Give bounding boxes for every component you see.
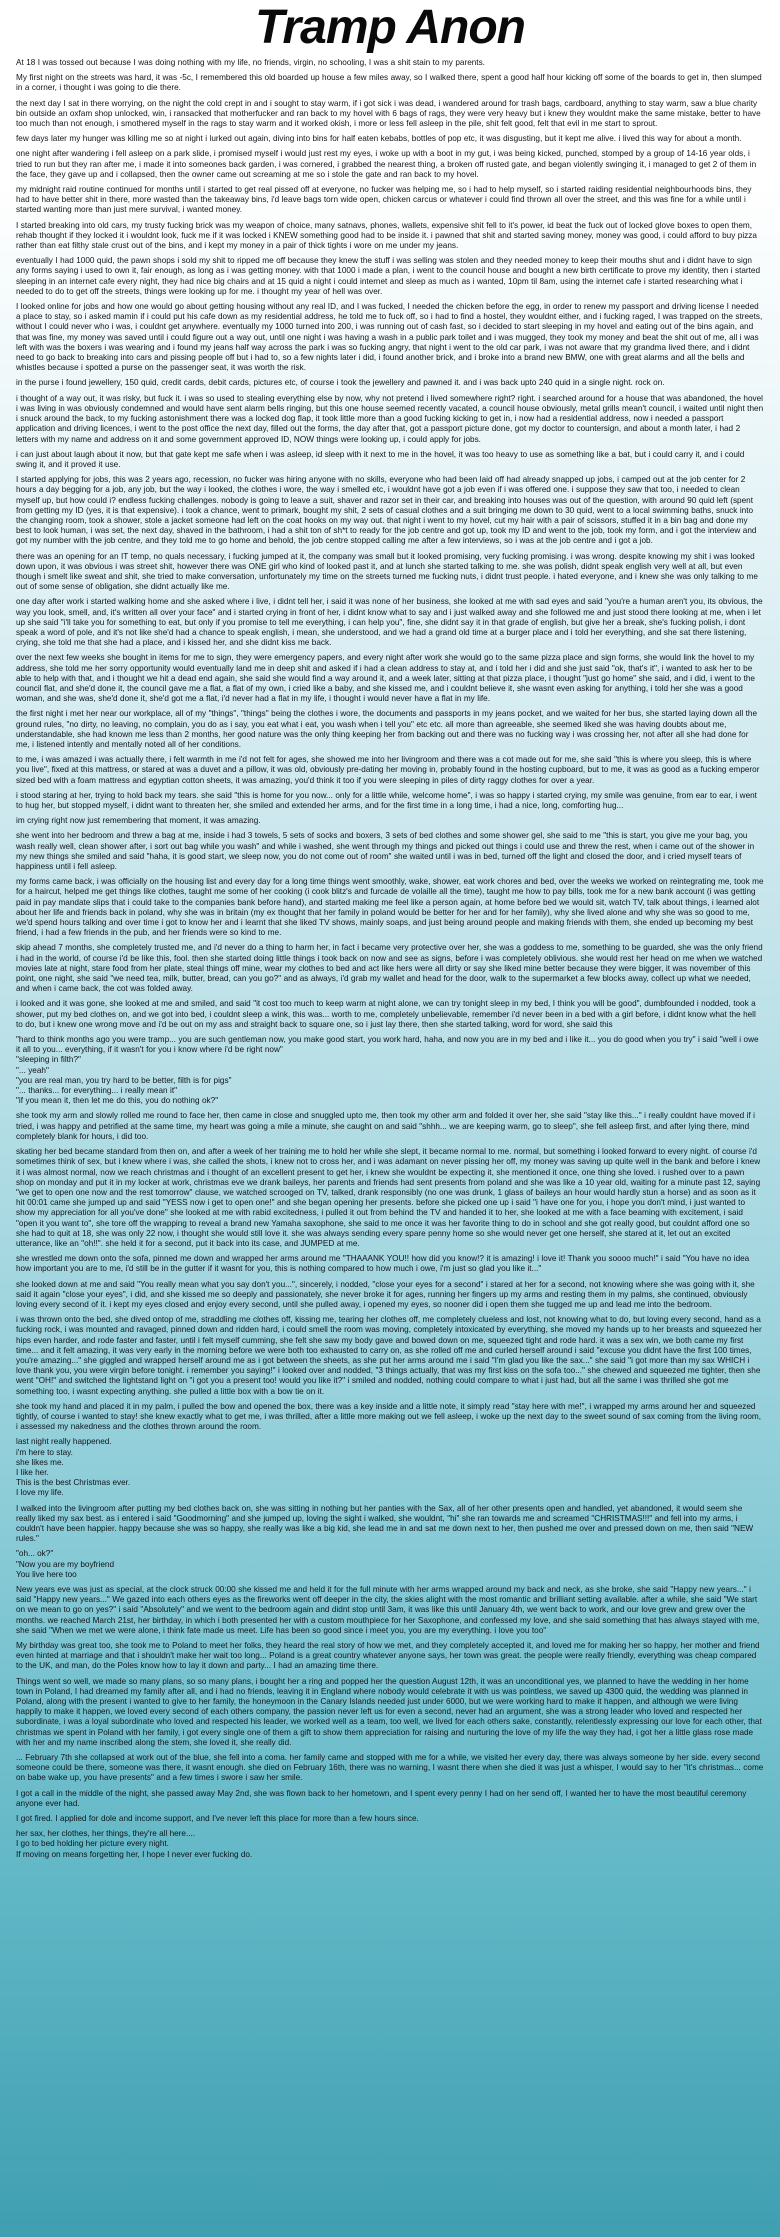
story-paragraph: New years eve was just as special, at the clock struck 00:00 she kissed me and held it for the full minute with her arms wrapped around my back and neck, as she broke, she said "Happy new years..." i said "Happy new years..." We gazed into each others eyes as the fireworks went off deeper in the city, the skies alight with the most romantic and brilliant setting available. after a while, she said "We start on we mean to go on yes?" i said "Absolutely" and we went to the bedroom again and didnt stop until 3am, it was like this until January 4th, we went back to work, and our love grew and grew over the months. we reached March 21st, her birthday, in which i both presented her with a custom mouthpiece for her Saxophone, and confessed my love, and she said something that has always stayed with me, she said "When we met we were alone, i think fate made us meet. Life has been so good since i meet you, you are my everything. i love you too" <box>16 1585 760 1635</box>
story-paragraph: she wrestled me down onto the sofa, pinned me down and wrapped her arms around me "THAAANK YOU!! how did you know!? it is amazing! i love it! Thank you soooo much!" i said "You have no idea how important you are to me, i'd still be in the gutter if it wasnt for you, this is nothing compared to how much i owe, i'm just so glad you like it..." <box>16 1254 750 1274</box>
story-paragraph: ... February 7th she collapsed at work out of the blue, she fell into a coma. her family came and stopped with me for a while, we visited her every day, there was always someone by her side. every second someone could be there, someone was there, it wasnt enough. she died on February 16th, there was no warning, I wasnt there when she died it was just a whisper, I would say to her "it's christmas... come on babe wake up, you have presents" and a few times i swore i saw her smile. <box>16 1753 764 1783</box>
story-paragraph: to me, i was amazed i was actually there, i felt warmth in me i'd not felt for ages, she showed me into her livingroom and there was a cot made out for me, she said "this is where you sleep, this is where you live", fixed at this mattress, or stared at was a duvet and a pillow, it was old, obviously pre-dating her moving in, probably found in the hosting cupboard, but to me, it was as good as a fucking emperor sized bed with a foam mattress and egyptian cotton sheets, it was amazing, you'd think it too if you were sleeping in piles of dirty raggy clothes for over a year. <box>16 755 760 785</box>
short-line: last night really happened. <box>16 1437 112 1447</box>
story-paragraph: My birthday was great too, she took me to Poland to meet her folks, they heard the real story of how we met, and they completely accepted it, and loved me for making her so happy, her mother and friend even hinted at marriage and that i shouldn't make her wait too long... Poland is a great country whatever anyone says, her town was great. the people were really friendly, everything was cheap compared to the UK, and man, do the Poles know how to lay it down and party... I had an amazing time there. <box>16 1641 760 1671</box>
story-paragraph: skating her bed became standard from then on, and after a week of her training me to hold her while she slept, it became normal to me. normal, but something i looked forward to every night. of course i'd sometimes think of sex, but i knew where i was, she called the shots, i knew not to cross her, and i was adamant on never pissing her off, my money was saving up quite well in the bank and before i knew it i was almost normal, now we reach christmas and i thought of an excellent present to get her, i knew she wouldnt be expecting it, she mentioned it once, one thing she loved. i rushed over to a pawn shop on monday and put it in my locker at work, christmas eve we drank baileys, her parents and friends had sent presents from poland and she was like a 10 year old, waiting for a minute past 12, saying "we get to open one now and the rest tomorrow" clause, we watched scrooged on TV, talked, drank responsibly (no one was drunk, 1 glass of baileys an hour would hardly stun a horse) and as soon as it hit 00:01 came she jumped up and said "YESS now i get to open one!" and she began opening her presents. before she picked one up i said "i have one for you, i hope you don't mind, i just wanted to show my appreciation for all you've done" she looked at me with rabid excitedness, i pulled it out from behind the TV and handed it to her, she looked at me with a face beaming with excitement, i said "open it you want to", she tore off the wrapping to reveal a brand new Yamaha saxophone, she said to me once it was her favorite thing to do in school and she got really good, but couldnt afford one so she had to quit at 18, she was only 22 now, i thought she would still love it. she was always sending every spare penny home so she would never get one herself, she stared at it, let out an excited utterance, like an "oh!!". she held it for a second, put it back into its case, and JUMPED at me. <box>16 1147 761 1248</box>
short-line: I like her. <box>16 1467 49 1477</box>
story-paragraph: i can just about laugh about it now, but that gate kept me safe when i was asleep, id sleep with it next to me in the hovel, it was too heavy to use as something like a bat, but i could carry it, and i could swing it, and it proved it use. <box>16 449 745 469</box>
story-paragraph: she looked down at me and said "You really mean what you say don't you...", sincerely, i nodded, "close your eyes for a second" i stared at her for a second, not knowing where she was going with it, she said it again "close your eyes", i did, and she kissed me so deeply and passionately, she never broke it for ages, running her fingers up my arms and resting them in my palms, she continued, obviously loving every second of it. i kept my eyes closed and enjoy every second, until she pulled away, i opened my eyes, so nooner did i open them she tugged me up and lead me into the bedroom. <box>16 1279 755 1309</box>
dialog-line: "Now you are my boyfriend <box>16 1559 115 1569</box>
story-paragraph: i was thrown onto the bed, she dived ontop of me, straddling me clothes off, kissing me, tearing her clothes off, me completely clueless and lost, not knowing what to do, but loving every second, hand as a fucking rock, i was mounted and ravaged, pinned down and ridden hard, i could smell the room was moving, completely intoxicated by everything, she moved my hands up to her breasts and squeezed her hips even harder, and rode faster and faster, until i felt myself cumming, she felt she saw my body gave and bowed down on me, squeezed tight and rode hard. it was a sex win, we both came my first time... and it felt amazing, it was very early in the morning before we were both too exhausted to carry on, as she rolled off me and curled herself around i said "excuse you didnt have the first 100 times, you're amazing..." she giggled and wrapped herself around me as i got between the sheets, as she put her arms around me i said "I'm glad you like the sax..." she said "i got more than my sax WHICH i love thank you, you were virgin before tonight. i remember you saying!" i looked over and nodded, "3 things actually, that was my first kiss on the sofa too..." she chewed and squeezed me tighter, then she went "OH!" and switched the lightstand light on "i got you a present too! would you like it?" i smiled and nodded, nothing could compare to what i just had, but all the same i was thrilled she got me something too, i wasnt expecting anything. she pulled a little box with a bow tie on it. <box>16 1315 762 1396</box>
story-paragraph: over the next few weeks she bought in items for me to sign, they were emergency papers, and every night after work she would go to the same pizza place and sign forms, she would link the hovel to my address, she told me her sorry opportunity would eventually land me in deep shit and asked if i had a clean address to stay at, and i told her i did and she just said "ok, that's it", i wanted to ask her to be able to help with that, and i thought we hit a dead end again, she said she would find a way around it, and a week later, sitting at that pizza place, i thought "just go home" she said, and i did, i went to the council flat, and she'd done it, the council gave me a flat, a flat of my own, i cried like a baby, and she kissed me, and i couldnt believe it, she wasnt even asking for anything, i told her she was a good woman, and she was, she'd done it, she'd got me a flat, i'd never had a flat in my life, i thought i would never have a flat in my life. <box>16 653 755 704</box>
document-page <box>8 0 772 1860</box>
story-paragraph: I started breaking into old cars, my trusty fucking brick was my weapon of choice, many satnavs, phones, wallets, expensive shit fell to it's power, id beat the fuck out of locked glove boxes to open them, rehab thought if they locked it i wouldnt look, fuck me if it was locked i KNEW something good had to be inside it. i pawned that shit and started saving money, money was good, i could afford to buy pizza rather than eat filthy stale crust out of the bins, and i kept my money in a pair of thick tights i wore on me under my jeans. <box>16 220 757 251</box>
story-paragraph: eventually I had 1000 quid, the pawn shops i sold my shit to ripped me off because they knew the stuff i was selling was stolen and they needed money to keep their mouths shut and i didnt have to sign any forms saying i used to own it, fair enough, as long as i was getting money. with that 1000 i made a plan, i went to the council house and bought a new birth certificate to prove my identity, then i started sleeping in an internet cafe every night, they had nice big chairs and at 15 quid a night i could internet and sleep as much as i wanted, 10pm til 8am, using the internet cafe i started researching what i needed to do to get off the streets, things were looking up for me. i thought my year of hell was over. <box>16 256 761 296</box>
story-paragraph: Things went so well, we made so many plans, so so many plans, i bought her a ring and popped her the question August 12th, it was an unconditional yes, we planned to have the wedding in her home town in Poland, I had dreamed my family after all, and i had no friends, leaving it in England where nobody would celebrate it with us was pointless, we saved up 4300 quid, the wedding was planned in Poland, along with the present i wanted to give to her family, the honeymoon in the Canary Islands needed just under 6000, but we were working hard to make it happen, and although we were living happily to make it happen, we loved every second of each others company, the passion never left us for even a second, never had an argument, she was a strong leader who loved and respected her subordinate, i was a loyal subordinate who loved and respected his leader, we worked well as a team, too well, we lived for each others sake, constantly, relentlessly expressing our love for each other, that christmas we spent in Poland with her family, i got every single one of them a gift to show them appreciation for raising and nurturing the love of my life the way they had, i got her a little glass rose made with her and my name inscribed along the stem, she loved it, she really did. <box>16 1676 762 1747</box>
short-line: she likes me. <box>16 1457 64 1467</box>
dialog-block <box>16 1549 764 1580</box>
story-paragraph: she took my arm and slowly rolled me round to face her, then came in close and snuggled upto me, then took my other arm and folded it over her, she said "stay like this..." i really couldnt have moved if i tried, i was happy and petrified at the same time, my heart was going a mile a minute, she caught on and said "shhh... we are keeping warm, go to sleep", she fell asleep first, and after lying there, mind completely blank for hours, i did too. <box>16 1111 755 1141</box>
short-line: I love my life. <box>16 1488 64 1498</box>
story-paragraph: At 18 I was tossed out because I was doing nothing with my life, no friends, virgin, no schooling, I was a shit stain to my parents. <box>16 58 485 67</box>
story-paragraph: i stood staring at her, trying to hold back my tears. she said "this is home for you now... only for a little while, welcome home", i was so happy i started crying, my smile was genuine, from ear to ear, i went to hug her, but stopped myself, i didnt want to threaten her, she smiled and extended her arms, and for the first time in a long time, i had a nice, long, comforting hug... <box>16 790 757 810</box>
dialog-line: "oh... ok?" <box>16 1549 54 1559</box>
short-line: i'm here to stay. <box>16 1447 73 1457</box>
story-paragraph: the next day I sat in there worrying, on the night the cold crept in and i sought to stay warm, if i got sick i was dead, i wandered around for trash bags, cardboard, anything to stay warm, saw a blue charity bin outside an oxfam shop unlocked, win, i ransacked that motherfucker and ran back to my hovel with 6 bags of rags, they were very heavy but i knew they wouldnt make the same mistake, better to have too much than not enough, i smothered myself in the rags to stay warm and it worked okish, i more or less fell asleep in the pile, shit felt good, felt that evil in me start to sprout. <box>16 98 761 129</box>
short-line: This is the best Christmas ever. <box>16 1478 131 1488</box>
story-paragraph: I got fired. I applied for dole and income support, and I've never left this place for more than a few hours since. <box>16 1814 419 1824</box>
story-paragraph: i looked and it was gone, she looked at me and smiled, and said "it cost too much to keep warm at night alone, we can try tonight sleep in my bed, I think you will be good", dumbfounded i nodded, took a shower, put my bed clothes on, and we got into bed, i couldnt sleep a wink, this was... worth to me, completely unbelievable, remember i'd never been in a bed with a girl before, i didnt know what the hell to do, but i knew one wrong move and i'd be out on my ass and straight back to square one, so i just lay there, then she started talking, word for word, she said this <box>16 999 756 1029</box>
story-paragraph: my forms came back, i was officially on the housing list and every day for a long time things went smoothly, wake, shower, eat work chores and bed, over the weeks we worked on reintegrating me, took me for a haircut, helped me get things like clothes, taught me some of her cooking (i cook blitz's and furcade de volaille all the time), taught me how to pay bills, took me for a new bank account (i was getting paid in pay mandate slips that i could take to the companies bank before hand), and started making me feel like a person again, at home before bed we would sit, watch TV, talk about things, i learned alot about her life and friends back in poland, why she was in britain (my ex thought that her family in poland would be better for her and for her family), why she lived alone and why she was so good to me, we'd spend hours talking and over time i got to know her and i learnt that she liked TV shows, mainly soaps, and just being around people and making friends with them, she ended up becoming my best friend, i had a few friends in the pub, and her friends were so kind to me. <box>16 877 764 938</box>
story-paragraph: few days later my hunger was killing me so at night i lurked out again, diving into bins for half eaten kebabs, bottles of pop etc, it was disgusting, but it kept me alive. i lived this way for about a month. <box>16 134 742 144</box>
closing-line: If moving on means forgetting her, I hope I never ever fucking do. <box>16 1849 253 1859</box>
closing-line: her sax, her clothes, her things, they're all here.... <box>16 1829 196 1839</box>
closing-lines-block <box>16 1829 764 1860</box>
story-paragraph: im crying right now just remembering that moment, it was amazing. <box>16 816 261 826</box>
dialog-line: You live here too <box>16 1569 77 1579</box>
story-paragraph: one night after wandering i fell asleep on a park slide, i promised myself i would just rest my eyes, i woke up with a boot in my gut, i was being kicked, punched, stomped by a group of 14-16 year olds, i tried to run but they ran after me, i made it into someones back garden, i was cornered, i grabbed the nearest thing, a broken off rusted gate, and began violently swinging it, i managed to get 2 of them in the face, they gave up and i collapsed, then the owner came out screaming at me so i stole the gate and ran back to my hovel. <box>16 149 757 179</box>
story-paragraph: she went into her bedroom and threw a bag at me, inside i had 3 towels, 5 sets of socks and boxers, 3 sets of bed clothes and some shower gel, she said to me "this is start, you give me your bag, you wash really well, clean shower after, i sort out bag while you wash" and while i washed, she went through my things and picked out things i could use and threw the rest, when i came out of the shower in my new things she smiled and said "haha, it is good start, we sleep now, you do not come out of room" she waited until i was in bed, turned off the light and closed the door, and i cried myself tears of happiness until i fell asleep. <box>16 831 755 872</box>
short-lines-block <box>16 1437 764 1498</box>
story-paragraph: in the purse i found jewellery, 150 quid, credit cards, debit cards, pictures etc, of course i took the jewellery and pawned it. and i was back upto 240 quid in a single night. rock on. <box>16 378 665 388</box>
story-paragraph: i thought of a way out, it was risky, but fuck it. i was so used to stealing everything else by now, why not pretend i lived somewhere right? right. i searched around for a house that was abandoned, the hovel i was living in was obviously condemned and would have sent alarm bells ringing, but this one house seemed recently vacated, a council house obviously, metal grills mean't council, i waited until night then i snuck around the back, to my fucking astonishment there was a locked dog flap, it took little more than a good fucking kicking to get in, i now had a residential address, now i needed a passport application and driving licences, i went to the post office the next day, filled out the forms, the day after that, got a passport picture done, got my doctor to countersign, and about a month later, i had 2 letters with my name and address on it and some government approved ID, NOW things were looking up, i could apply for jobs. <box>16 393 764 444</box>
story-paragraph: skip ahead 7 months, she completely trusted me, and i'd never do a thing to harm her, in fact i became very protective over her, she was a goddess to me, something to be guarded, she was the only friend i had in the world, of course i'd be like this, fool. then she started doing little things i took back on now and see as signs, before i was completely oblivious. she would rest her head on me when we watched movies late at night, stare food from her plate, steal things off mine, wear my clothes to bed and act like hers were all dirty or say she liked mine better because they were bigger, it was november of this point, one night, she said "we need tea, milk, butter, bread, can you go?" and as always, i'd grab my wallet and head for the door, walk to the supermarket a few blocks away, collect up what we needed, and when i came back, the cot was folded away. <box>16 943 763 994</box>
story-paragraph: I looked online for jobs and how one would go about getting housing without any real ID, and I was fucked, I needed the chicken before the egg, in order to renew my passport and driving license I needed a place to stay, so i asked mamin if i could put his cafe down as my residential address, he told me to fuck off, so i had to find a hostel, they wouldnt either, and i fucking raged, I was trapped on the streets, without I could never who i was, i couldnt get anywhere. eventually my 1000 turned into 200, i was running out of cash fast, so i decided to start sleeping in my hovel and eating out of the bins again, and that was fine, my money was saved until i could figure out a way out, until one night i was having a wash in a public park toilet and i was mugged, they took my money and beat the shit out of me, all i was left with was the boxers i was wearing and i found my jeans half way across the park i was so fucking angry, that night i went to the old car park, i was not aware that my grandma lived there, and i didnt need to go back to breaking into cars and pissing people off but i had to, so a few nights later i did, i found another brick, and i broke into a brand new BMW, one with great alarms and all the bells and whistles because i spotted a purse on the passenger seat, it was worth the risk. <box>16 302 763 373</box>
closing-line: I go to bed holding her picture every night. <box>16 1839 169 1849</box>
story-paragraph: My first night on the streets was hard, it was -5c, I remembered this old boarded up house a few miles away, so I walked there, spent a good half hour kicking off some of the boards to get in, then slumped in a corner, i thought i was going to die there. <box>16 73 762 93</box>
story-paragraph: one day after work i started walking home and she asked where i live, i didnt tell her, i said it was none of her business, she looked at me with sad eyes and said "you're a human aren't you, its obvious, the way you look, smell, and, it's written all over your face" and i started crying in front of her, i didnt know what to say and i just walked away and she followed me and just stood there looking at me, when i let up she said "i'll take you for something to eat, but only if you promise to tell me everything, i can help you", fine, she didnt say it in that grade of english, but give her a break, she's fucking polish, i dont speak a word of pole, and it's not like she'd had a chance to speak english, i mean, she understood, and we had a grand old time at a burger place and i told her everything, and she sat there listening, crying, she told me that she had a place, and i kissed her, and she didnt kiss me back. <box>16 597 763 648</box>
story-paragraph: she took my hand and placed it in my palm, i pulled the bow and opened the box, there was a key inside and a little note, it simply read "stay here with me!", i wrapped my arms around her and squeezed tightly, of course i wanted to stay! she knew exactly what to get me, i was thrilled, after a little more making out we fell asleep, i woke up the next day to the sweet sound of sax coming from the living room, i assessed my nakedness and the clothes thrown around the room. <box>16 1401 762 1432</box>
story-paragraph: my midnight raid routine continued for months until i started to get real pissed off at everyone, no fucker was helping me, so i had to help myself, so i started raiding residential neighbourhoods bins, they had to have better shit in there, more wasted than the takeaway bins, i'd leave bags torn wide open, chicken carcus or whatever i could find thrown all over the street, and this was fine for a while until i started wanting more than just mere survival, i wanted money. <box>16 185 752 215</box>
story-paragraph: the first night i met her near our workplace, all of my "things", "things" being the clothes i wore, the documents and passports in my jeans pocket, and we waited for her bus, she started laying down all the ground rules, "no dirty, no leaving, no complain, you do as i say, you eat what i eat, you wash when i tell you" etc etc. all more than agreeable, she seemed liked she was having doubts about me, understandable, she had known me less than 2 months, her good nature was the only thing keeping her from backing out and there was no fucking way i was crossing her, not after all she had done for me, i listened intently and mentally noted all of her conditions. <box>16 709 758 749</box>
page-title: Tramp Anon <box>254 1 525 54</box>
story-body <box>16 58 764 1860</box>
story-paragraph: I started applying for jobs, this was 2 years ago, recession, no fucker was hiring anyone with no skills, everyone who had been laid off had already snapped up jobs, i camped out at the job center for 2 hours a day begging for a job, any job, but the way i looked, the clothes i wore, the way i smelled etc, i wouldnt have got a job even if i was offered one. i suppose they saw that too, i needed to clean myself up, but how could i? endless fucking challenges. nobody is going to leave a suit, shaver and razor set in their car, and breaking into houses was out of the question, with around 90 quid left (spent from getting my ID (yes, it is that expensive). i took a chance, went to primark, bought my shit, 2 sets of casual clothes and a suit bringing me down to 30 quid, went to a local swimming baths, snuck into the changing room, took a shower, stole a jacket someone had left on the coat hooks on my way out. that night i went to my hovel, cut my hair with a pair of scissors, stuffed it in a bin bag and done my best to look human, i was set, the next day, shaved in the bathroom, i had a shit ton of sh*t to ready for the job centre and got up, took my ID and went to the job, took my form, and i got the interview and got my number with the job centre, and they told me to go home and behold, the job centre stopped calling me after a few interviews, so i was at the job centre and i got a job. <box>16 475 757 546</box>
story-paragraph: there was an opening for an IT temp, no quals necessary, i fucking jumped at it, the company was small but it looked promising, very fucking promising. i was wrong. despite knowing my shit i was looked down upon, it was obvious i was street shit, however there was ONE girl who kind of looked past it, and at lunch she started talking to me. she was polish, didnt speak english very well at all, but even though i smelt like sweat and shit, she tried to make conversation, unfortunately my time on the streets turned me fucking nuts, i didnt trust people. i hated everyone, and i knew she was only talking to me out of some sense of obligation, she didnt actually like me. <box>16 551 758 592</box>
story-paragraph: I walked into the livingroom after putting my bed clothes back on, she was sitting in nothing but her panties with the Sax, all of her other presents open and handled, yet abandoned, it would seem she really liked my sax best. as i entered i said "Goodmorning" and she jumped up, loving the sight i walked, she wouldnt, "hi" she ran towards me and screamed "CHRISTMAS!!!" and fell into my arms, i couldn't have been happier. happy because she was so happy, she really was like a big kid, she lead me in and sat me down next to her, then pushed me over and pressed down on me, then said "NEW rules." <box>16 1503 754 1544</box>
story-paragraph: I got a call in the middle of the night, she passed away May 2nd, she was flown back to her hometown, and I spent every penny I had on her send off, I wanted her to have the most beautiful ceremony anyone ever had. <box>16 1788 747 1808</box>
dialog-block: "hard to think months ago you were tramp... you are such gentleman now, you make good start, you work hard, haha, and now you are in my bed and i like it... you do good when you try" i said "well i owe it all to you... everything, if it wasn't for you i know where i'd be right now" "sleeping in filth?" "... yeah" "you are real man, you try hard to be better, filth is for pigs" "... thanks... for everything... i really mean it" "if you mean it, then let me do this, you do nothing ok?" <box>16 1035 759 1106</box>
